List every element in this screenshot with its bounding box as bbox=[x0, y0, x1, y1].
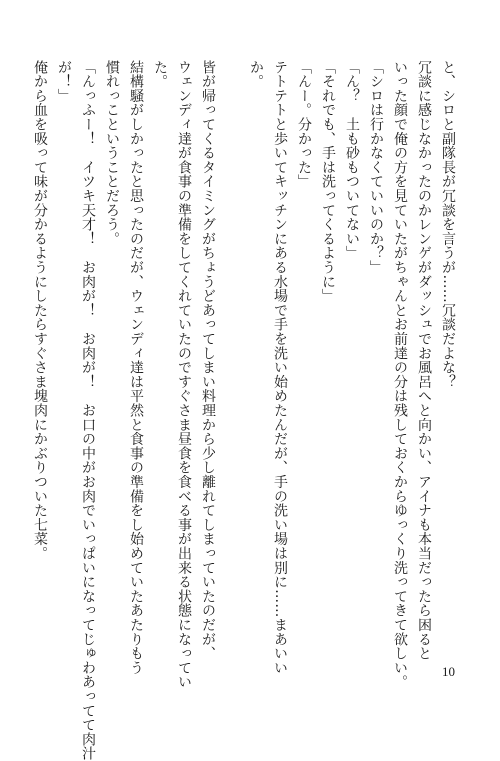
blank-line bbox=[220, 60, 244, 648]
text-line-9: か。 bbox=[248, 60, 264, 89]
text-line-8: テトテトと歩いてキッチンにある水場で手を洗い始めたんだが、手の洗い場は別に……まあいい bbox=[272, 60, 288, 675]
text-line-2: 冗談に感じなかったのかレンゲがダッシュでお風呂へと向かい、アイナも本当だったら困ると bbox=[416, 60, 432, 661]
text-line-1: と、シロと副隊長が冗談を言うが……冗談だよな？ bbox=[440, 60, 456, 389]
text-line-14: 結構騒がしかったと思ったのだが、ウェンディ達は平然と食事の準備をし始めていたあたりもう bbox=[128, 60, 144, 675]
text-line-7: 「んー。分かった」 bbox=[296, 60, 312, 189]
text-line-18: 俺から血を吸って味が分かるようにしたらすぐさま塊肉にかぶりついた七菜。 bbox=[32, 60, 48, 561]
text-line-4: 「シロは行かなくていいのか？」 bbox=[368, 60, 384, 275]
text-line-6: 「それでも、手は洗ってくるように」 bbox=[320, 60, 336, 304]
text-line-3: いった顔で俺の方を見ていたがちゃんとお前達の分は残しておくからゆっくり洗ってきて欲しい。 bbox=[392, 60, 408, 690]
text-line-15: 慣れっこということだろう。 bbox=[104, 60, 120, 246]
text-line-13: た。 bbox=[152, 60, 168, 89]
text-line-12: ウェンディ達が食事の準備をしてくれていたのですぐさま昼食を食べる事が出来る状態になってい bbox=[176, 60, 192, 690]
text-line-17: が！」 bbox=[56, 60, 72, 103]
text-line-5: 「ん？ 土も砂もついてない」 bbox=[344, 60, 360, 261]
text-line-16: 「んっふー！ イツキ天才！ お肉が！ お肉が！ お口の中がお肉でいっぱいになってじゅわあってて肉汁 bbox=[80, 60, 96, 761]
text-line-11: 皆が帰ってくるタイミングがちょうどあってしまい料理から少し離れてしまっていたのだが、 bbox=[200, 60, 216, 661]
page-number: 10 bbox=[442, 664, 455, 679]
